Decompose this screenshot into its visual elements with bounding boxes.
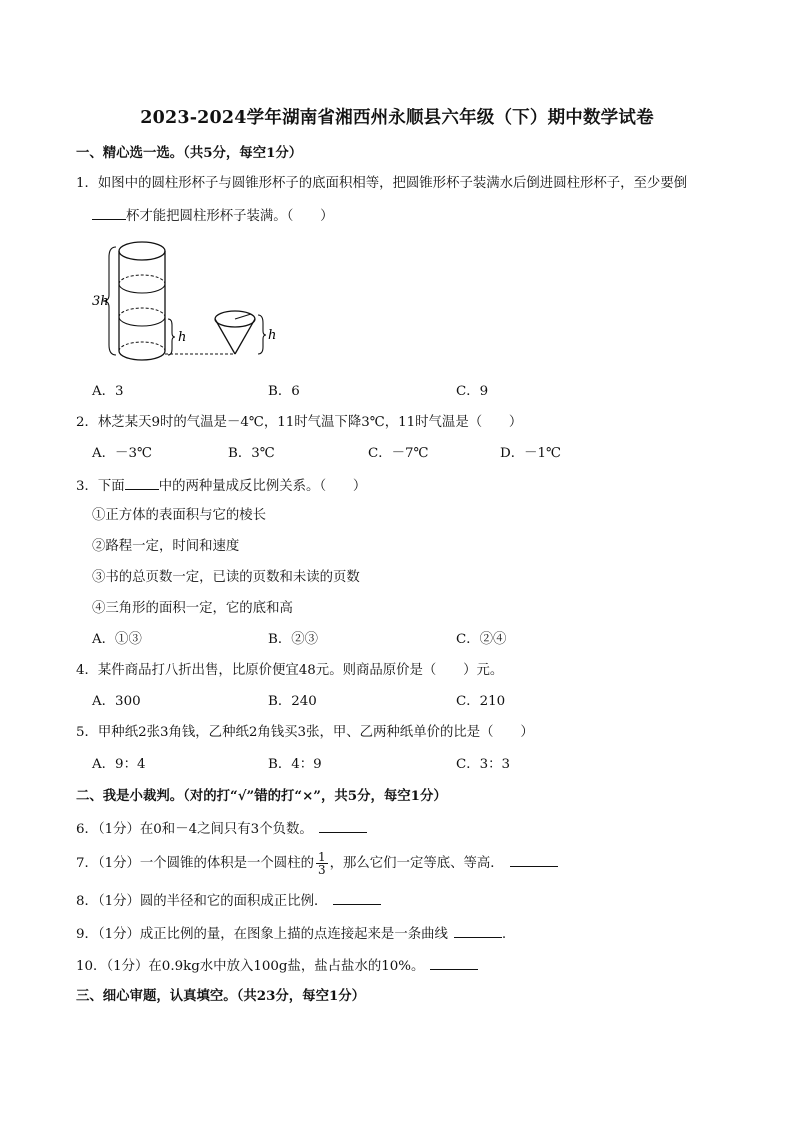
q5-option-b: B．4：9 <box>268 757 322 772</box>
question-9: 9．（1分）成正比例的量，在图象上描的点连接起来是一条曲线 . <box>76 924 506 944</box>
label-h-cylinder: h <box>178 330 187 345</box>
section-2-heading: 二、我是小裁判。（对的打“√”错的打“×”，共5分，每空1分） <box>76 788 447 804</box>
question-1-line-1: 1．如图中的圆柱形杯子与圆锥形杯子的底面积相等，把圆锥形杯子装满水后倒进圆柱形杯子，至少要倒 <box>76 176 688 191</box>
question-3: 3．下面 中的两种量成反比例关系。（ ） <box>76 476 366 496</box>
question-8: 8．（1分）圆的半径和它的面积成正比例． <box>76 891 381 911</box>
q3-item-3: ③书的总页数一定，已读的页数和未读的页数 <box>92 570 360 585</box>
q5-option-c: C．3：3 <box>456 757 511 772</box>
question-1-line-2: 杯才能把圆柱形杯子装满。（ ） <box>92 206 334 226</box>
question-5: 5．甲种纸2张3角钱，乙种纸2角钱买3张，甲、乙两种纸单价的比是（ ） <box>76 725 534 740</box>
q4-option-a: A．300 <box>92 694 141 709</box>
answer-blank <box>125 476 159 490</box>
fraction-one-third: $\frac{1}{3}$ <box>317 850 326 877</box>
q4-option-b: B．240 <box>268 694 317 709</box>
answer-blank <box>333 891 381 905</box>
q3-item-4: ④三角形的面积一定，它的底和高 <box>92 601 293 616</box>
answer-blank <box>454 924 502 938</box>
q4-option-c: C．210 <box>456 694 506 709</box>
cylinder-cone-figure <box>92 237 282 367</box>
answer-blank <box>92 206 126 220</box>
question-6: 6．（1分）在0和－4之间只有3个负数。 <box>76 819 367 839</box>
answer-blank <box>319 819 367 833</box>
q3-option-c: C．②④ <box>456 632 507 647</box>
exam-title: 2023-2024学年湖南省湘西州永顺县六年级（下）期中数学试卷 <box>140 108 654 128</box>
q1-option-c: C．9 <box>456 384 489 399</box>
q2-option-a: A．－3℃ <box>92 446 152 461</box>
question-10: 10．（1分）在0.9kg水中放入100g盐，盐占盐水的10%。 <box>76 956 478 976</box>
q5-option-a: A．9：4 <box>92 757 146 772</box>
q2-option-d: D．－1℃ <box>500 446 562 461</box>
q3-item-1: ①正方体的表面积与它的棱长 <box>92 508 267 523</box>
answer-blank <box>430 956 478 970</box>
q3-option-b: B．②③ <box>268 632 319 647</box>
q1-option-a: A．3 <box>92 384 124 399</box>
q2-option-b: B．3℃ <box>228 446 275 461</box>
section-3-heading: 三、细心审题，认真填空。（共23分，每空1分） <box>76 988 366 1004</box>
q1-option-b: B．6 <box>268 384 300 399</box>
question-2: 2．林芝某天9时的气温是－4℃，11时气温下降3℃，11时气温是（ ） <box>76 415 523 430</box>
section-1-heading: 一、精心选一选。（共5分，每空1分） <box>76 145 303 161</box>
question-7: 7．（1分）一个圆锥的体积是一个圆柱的 $\frac{1}{3}$ ，那么它们一定等底、等高． <box>76 851 558 876</box>
question-4: 4．某件商品打八折出售，比原价便宜48元。则商品原价是（ ）元。 <box>76 663 504 678</box>
q3-option-a: A．①③ <box>92 632 142 647</box>
q2-option-c: C．－7℃ <box>368 446 429 461</box>
answer-blank <box>510 853 558 867</box>
q3-item-2: ②路程一定，时间和速度 <box>92 539 240 554</box>
label-3h: 3h <box>92 294 109 309</box>
label-h-cone: h <box>268 328 277 343</box>
